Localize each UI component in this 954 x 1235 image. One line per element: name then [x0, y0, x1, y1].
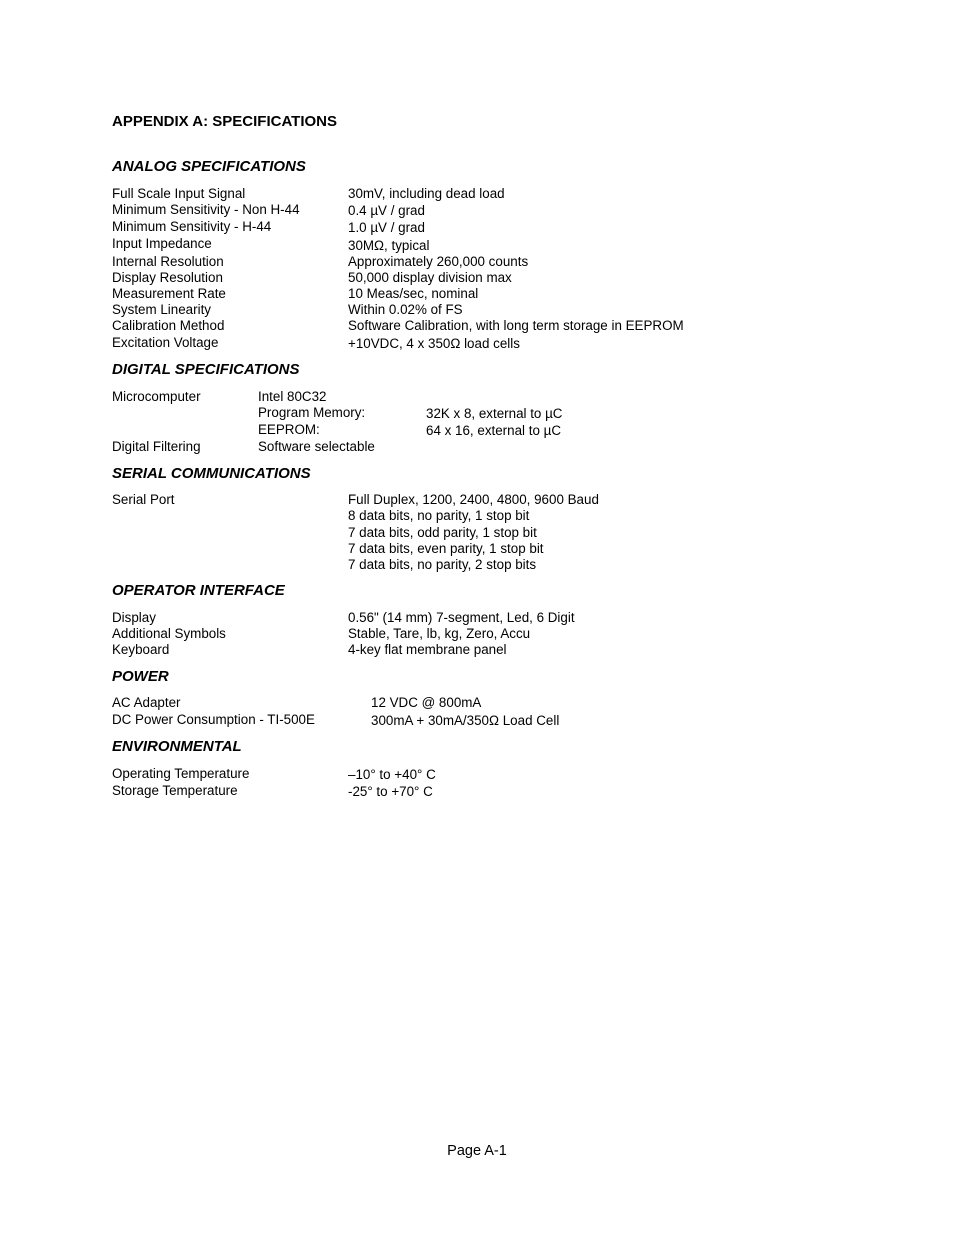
- spec-label: Internal Resolution: [112, 254, 224, 269]
- spec-label: Input Impedance: [112, 236, 212, 251]
- spec-value: 64 x 16, external to µC: [426, 423, 561, 438]
- spec-value: 12 VDC @ 800mA: [371, 695, 482, 710]
- spec-value: 7 data bits, no parity, 2 stop bits: [348, 557, 537, 572]
- spec-value: Approximately 260,000 counts: [348, 254, 529, 269]
- spec-value: 300mA + 30mA/350Ω Load Cell: [371, 713, 560, 728]
- spec-label: Operating Temperature: [112, 766, 250, 781]
- spec-value: 30MΩ, typical: [348, 238, 430, 253]
- spec-label: Keyboard: [112, 642, 170, 657]
- spec-label: Full Scale Input Signal: [112, 186, 246, 201]
- spec-label: Digital Filtering: [112, 439, 201, 454]
- spec-label: Calibration Method: [112, 318, 225, 333]
- spec-value: -25° to +70° C: [348, 784, 433, 799]
- spec-value: –10° to +40° C: [348, 767, 436, 782]
- spec-value: 0.56" (14 mm) 7-segment, Led, 6 Digit: [348, 610, 575, 625]
- section-heading-serial: SERIAL COMMUNICATIONS: [112, 465, 311, 482]
- spec-value: 7 data bits, odd parity, 1 stop bit: [348, 525, 537, 540]
- spec-label: Microcomputer: [112, 389, 201, 404]
- spec-value: Software selectable: [258, 439, 375, 454]
- spec-sublabel: Program Memory:: [258, 405, 366, 420]
- spec-value: +10VDC, 4 x 350Ω load cells: [348, 336, 520, 351]
- spec-label: AC Adapter: [112, 695, 181, 710]
- spec-value: Within 0.02% of FS: [348, 302, 463, 317]
- spec-label: Excitation Voltage: [112, 335, 219, 350]
- spec-value: 1.0 µV / grad: [348, 220, 425, 235]
- spec-value: Full Duplex, 1200, 2400, 4800, 9600 Baud: [348, 492, 599, 507]
- page-title: APPENDIX A: SPECIFICATIONS: [112, 113, 338, 130]
- spec-value: Intel 80C32: [258, 389, 327, 404]
- spec-value: 0.4 µV / grad: [348, 203, 425, 218]
- spec-value: 50,000 display division max: [348, 270, 512, 285]
- spec-label: Storage Temperature: [112, 783, 238, 798]
- spec-label: Serial Port: [112, 492, 175, 507]
- page-number: Page A-1: [447, 1143, 507, 1159]
- spec-label: System Linearity: [112, 302, 211, 317]
- section-heading-analog: ANALOG SPECIFICATIONS: [112, 158, 306, 175]
- spec-label: Minimum Sensitivity - H-44: [112, 219, 272, 234]
- spec-value: 32K x 8, external to µC: [426, 406, 563, 421]
- section-heading-operator: OPERATOR INTERFACE: [112, 582, 285, 599]
- spec-label: Additional Symbols: [112, 626, 226, 641]
- spec-value: 30mV, including dead load: [348, 186, 505, 201]
- spec-value: 10 Meas/sec, nominal: [348, 286, 479, 301]
- spec-value: 7 data bits, even parity, 1 stop bit: [348, 541, 544, 556]
- spec-label: DC Power Consumption - TI-500E: [112, 712, 315, 727]
- spec-label: Minimum Sensitivity - Non H-44: [112, 202, 300, 217]
- spec-value: 8 data bits, no parity, 1 stop bit: [348, 508, 530, 523]
- section-heading-digital: DIGITAL SPECIFICATIONS: [112, 361, 300, 378]
- spec-sublabel: EEPROM:: [258, 422, 320, 437]
- spec-value: 4-key flat membrane panel: [348, 642, 507, 657]
- section-heading-environmental: ENVIRONMENTAL: [112, 738, 242, 755]
- spec-label: Display Resolution: [112, 270, 223, 285]
- section-heading-power: POWER: [112, 668, 169, 685]
- spec-value: Stable, Tare, lb, kg, Zero, Accu: [348, 626, 531, 641]
- spec-label: Measurement Rate: [112, 286, 226, 301]
- spec-value: Software Calibration, with long term storage in EEPROM: [348, 318, 684, 333]
- spec-label: Display: [112, 610, 156, 625]
